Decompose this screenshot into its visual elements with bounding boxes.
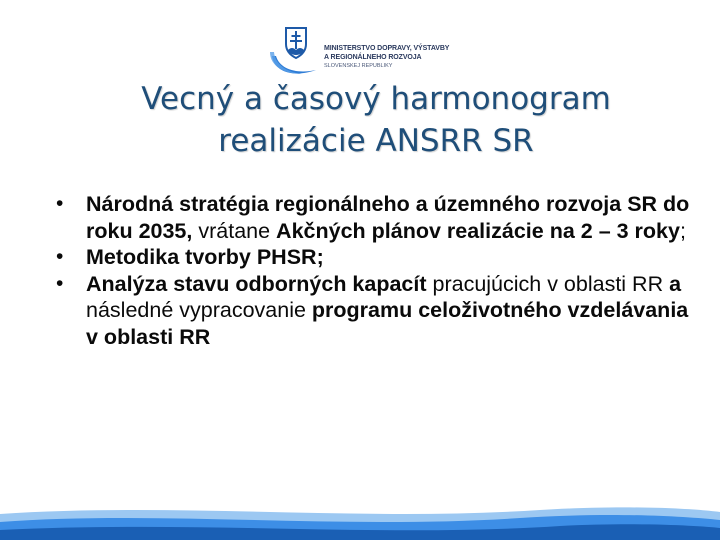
- bullet-text-segment: a: [669, 271, 682, 296]
- slide-title-line-1: Vecný a časový harmonogram: [141, 81, 611, 117]
- logo-line-3: SLOVENSKEJ REPUBLIKY: [324, 63, 393, 69]
- bullet-text-segment: následné vypracovanie: [86, 298, 312, 322]
- ministry-logo: [268, 22, 458, 80]
- logo-line-2: A REGIONÁLNEHO ROZVOJA: [324, 54, 422, 61]
- bullet-text-segment: Metodika tvorby PHSR;: [86, 245, 324, 269]
- footer-wave-band: [0, 500, 720, 540]
- slovak-coat-of-arms-icon: [268, 22, 320, 78]
- bullet-text-segment: Akčných plánov realizácie na 2 – 3 roky: [276, 218, 680, 243]
- bullet-text-segment: Národná stratégia regionálneho a územného rozvoja SR do roku 2035,: [86, 192, 690, 243]
- bullet-text-segment: Analýza stavu odborných kapacít: [86, 271, 427, 296]
- bullet-text-segment: programu celoživotného vzdelávania v oblasti RR: [86, 298, 689, 349]
- bullet-text-segment: vrátane: [192, 218, 277, 243]
- bullet-dot: •: [56, 271, 64, 295]
- bullet-item: [56, 191, 706, 244]
- bullet-dot: •: [56, 245, 64, 268]
- logo-text: [324, 44, 449, 71]
- slide-title: [40, 78, 712, 162]
- bullet-text-segment: pracujúcich v oblasti RR: [426, 271, 670, 296]
- bullet-item: [56, 271, 706, 351]
- bullet-list: [56, 191, 706, 350]
- bullet-item: [56, 244, 706, 271]
- slide-title-line-2: realizácie ANSRR SR: [218, 123, 534, 159]
- bullet-dot: •: [56, 192, 64, 215]
- bullet-text-segment: ;: [679, 218, 686, 243]
- logo-line-1: MINISTERSTVO DOPRAVY, VÝSTAVBY: [324, 45, 450, 52]
